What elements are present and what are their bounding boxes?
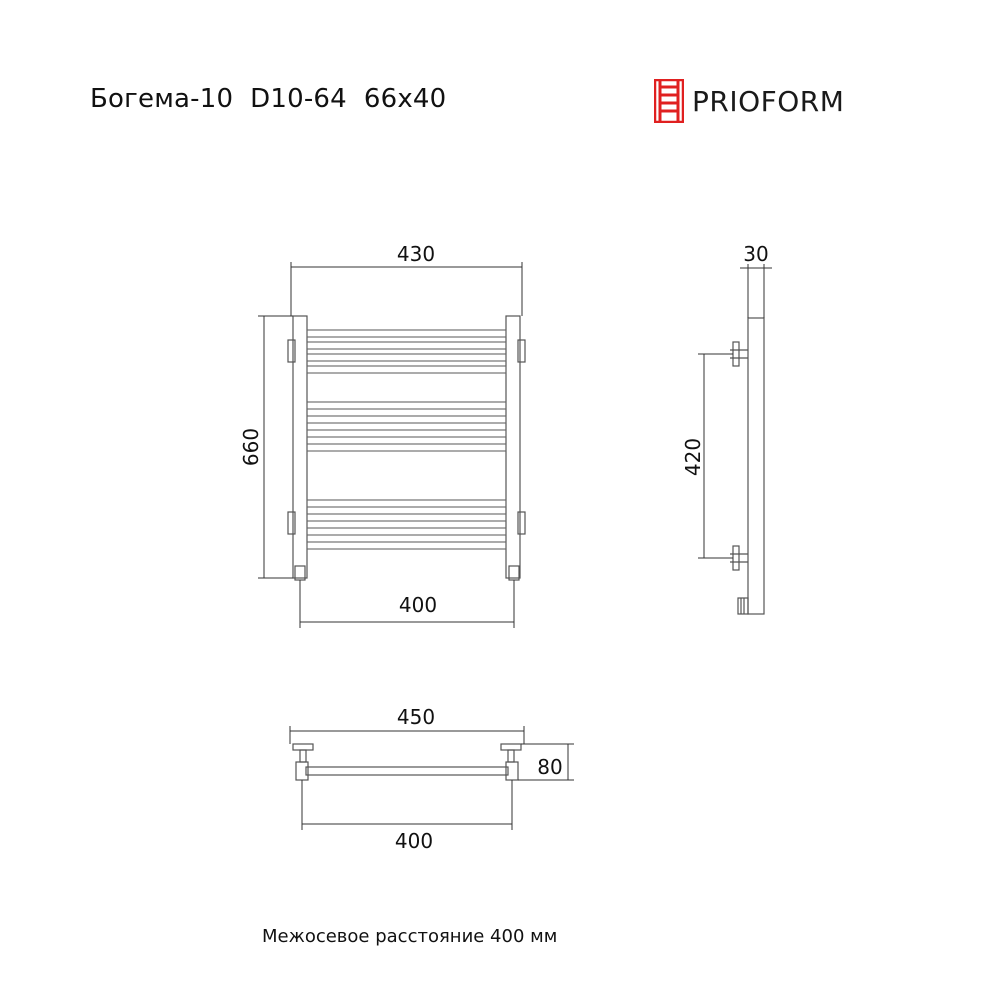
top-right-bracket-plate xyxy=(501,744,521,750)
rungs xyxy=(307,330,506,549)
side-view xyxy=(730,318,764,614)
brand-name: PRIOFORM xyxy=(692,84,845,118)
dim-top-depth: 80 xyxy=(537,755,563,779)
dim-height: 660 xyxy=(239,427,263,467)
top-view xyxy=(293,744,521,780)
dim-overall-width: 450 xyxy=(396,705,436,729)
side-top-bracket xyxy=(733,342,739,366)
top-right-bracket-stem xyxy=(508,750,514,762)
front-dimensions xyxy=(258,262,522,628)
page-title: Богема-10 D10-64 66x40 xyxy=(90,84,447,114)
dim-top-width: 430 xyxy=(396,242,436,266)
dim-center-width: 400 xyxy=(394,829,434,853)
dim-connection-height: 420 xyxy=(681,437,705,477)
side-bottom-bracket xyxy=(733,546,739,570)
top-left-bracket-stem xyxy=(300,750,306,762)
side-outlet xyxy=(738,598,748,614)
side-dimensions xyxy=(698,264,772,558)
side-collector xyxy=(748,318,764,614)
left-bottom-bracket xyxy=(288,512,295,534)
left-top-bracket xyxy=(288,340,295,362)
top-left-bracket-plate xyxy=(293,744,313,750)
top-rung xyxy=(306,767,508,775)
center-distance-caption: Межосевое расстояние 400 мм xyxy=(262,926,558,947)
dim-side-depth: 30 xyxy=(743,242,769,266)
top-dimensions xyxy=(290,726,574,830)
front-view xyxy=(288,316,525,580)
right-top-bracket xyxy=(518,340,525,362)
right-bottom-bracket xyxy=(518,512,525,534)
dim-bottom-width: 400 xyxy=(398,593,438,617)
